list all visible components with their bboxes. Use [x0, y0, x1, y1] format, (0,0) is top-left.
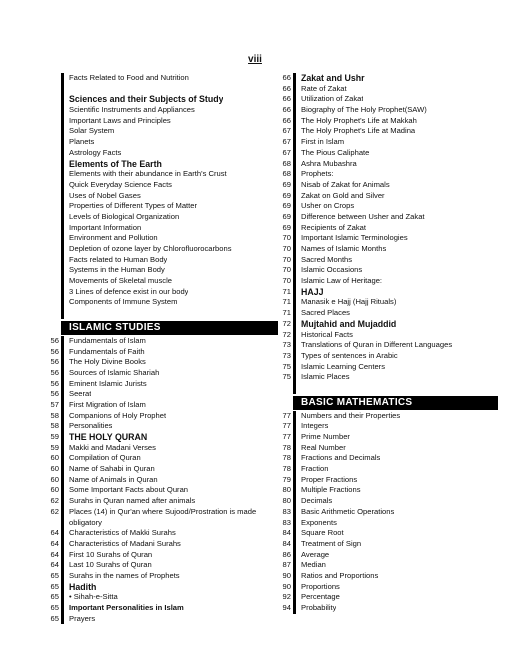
toc-entry-title: Elements with their abundance in Earth's Crust — [69, 169, 227, 179]
toc-page-number: 67 — [282, 126, 291, 136]
toc-page-number — [46, 255, 61, 266]
toc-page-number: 69 — [282, 201, 291, 211]
toc-page-number: 70 — [282, 265, 291, 275]
toc-entry — [46, 528, 278, 539]
toc-entry — [46, 347, 278, 358]
toc-page-number: 90 — [282, 581, 291, 591]
toc-page-number — [46, 180, 61, 191]
toc-entry-title: Levels of Biological Organization — [69, 211, 180, 221]
toc-page-number: 65 — [50, 581, 59, 591]
toc-page-number: 70 — [282, 233, 291, 243]
toc-entry — [46, 421, 278, 432]
toc-entry-title: Surahs in Quran named after animals — [69, 496, 196, 506]
toc-entry-title: HAJJ — [301, 286, 324, 297]
toc-spacer — [278, 383, 498, 394]
toc-entry-title: Difference between Usher and Zakat — [301, 211, 425, 221]
toc-section-header — [46, 321, 278, 335]
toc-entry — [46, 126, 278, 137]
toc-entry-title: Important Laws and Principles — [69, 115, 171, 125]
toc-page-number — [46, 276, 61, 287]
toc-page-number: 70 — [282, 276, 291, 286]
toc-entry — [278, 308, 498, 319]
toc-page-number: 84 — [282, 528, 291, 538]
toc-entry — [46, 137, 278, 148]
toc-entry — [46, 105, 278, 116]
toc-entry-title: Multiple Fractions — [301, 485, 361, 495]
toc-page-number: 56 — [50, 389, 59, 399]
toc-page-number — [46, 223, 61, 234]
toc-page-number: 78 — [282, 464, 291, 474]
toc-entry — [46, 159, 278, 170]
toc-entry-title: Nisab of Zakat for Animals — [301, 179, 390, 189]
toc-entry-title: Prophets: — [301, 169, 334, 179]
toc-entry-title: Fractions and Decimals — [301, 453, 381, 463]
toc-entry — [278, 84, 498, 95]
toc-entry — [278, 421, 498, 432]
toc-page-number: 66 — [282, 105, 291, 115]
toc-entry-title: Uses of Nobel Gases — [69, 190, 141, 200]
toc-page-number: 64 — [50, 528, 59, 538]
toc-page-number: 69 — [282, 179, 291, 189]
toc-entry-title: Prime Number — [301, 432, 350, 441]
toc-page-number: 60 — [50, 485, 59, 495]
toc-entry — [278, 550, 498, 561]
toc-entry — [46, 191, 278, 202]
toc-entry-title: Recipients of Zakat — [301, 222, 366, 232]
toc-page-number: 64 — [50, 560, 59, 570]
toc-entry — [46, 287, 278, 298]
toc-page-number: 73 — [282, 350, 291, 360]
toc-page-number: 79 — [282, 474, 291, 484]
toc-entry — [278, 528, 498, 539]
toc-page-number: 87 — [282, 560, 291, 570]
toc-page-number — [46, 94, 61, 105]
toc-left-column — [46, 73, 278, 624]
toc-entry — [278, 603, 498, 614]
toc-page-number: 65 — [50, 603, 59, 613]
toc-page-number: 60 — [50, 474, 59, 484]
toc-entry-title: Islamic Law of Heritage: — [301, 276, 383, 286]
toc-page-number — [46, 191, 61, 202]
toc-entry — [278, 116, 498, 127]
toc-entry — [278, 201, 498, 212]
toc-entry — [278, 94, 498, 105]
toc-entry — [46, 73, 278, 84]
toc-page-number: 56 — [50, 357, 59, 367]
toc-entry-title: Real Number — [301, 442, 346, 452]
toc-entry-title: Historical Facts — [301, 329, 353, 339]
toc-page-number: 80 — [282, 485, 291, 495]
toc-entry — [46, 496, 278, 507]
toc-page-number: 65 — [50, 570, 59, 580]
toc-page-number: 64 — [50, 549, 59, 559]
toc-entry — [278, 73, 498, 84]
toc-entry-title: Makki and Madani Verses — [69, 442, 156, 452]
toc-entry — [46, 357, 278, 368]
toc-page-number: 62 — [50, 496, 59, 506]
toc-entry — [278, 276, 498, 287]
toc-page-number — [46, 212, 61, 223]
toc-page-number: 83 — [282, 506, 291, 516]
toc-entry-title: Important Information — [69, 222, 142, 232]
toc-entry — [46, 485, 278, 496]
toc-entry — [278, 453, 498, 464]
toc-page-number: 65 — [50, 613, 59, 623]
toc-page-number: 59 — [50, 432, 59, 441]
toc-section-header — [278, 396, 498, 410]
toc-entry-title: Mujtahid and Mujaddid — [301, 318, 397, 329]
toc-entry-title: Islamic Places — [301, 372, 350, 382]
toc-page-number: 94 — [282, 603, 291, 612]
toc-entry — [278, 443, 498, 454]
toc-page-number: 70 — [282, 244, 291, 253]
toc-page-number: 66 — [282, 83, 291, 93]
toc-page-number: 56 — [50, 367, 59, 377]
toc-page-number: 77 — [282, 410, 291, 420]
toc-page-number: 56 — [50, 378, 59, 388]
toc-page-number — [46, 265, 61, 276]
toc-entry-title: Last 10 Surahs of Quran — [69, 560, 152, 570]
toc-entry — [46, 453, 278, 464]
toc-entry-title: Prayers — [69, 613, 96, 623]
toc-page-number: 67 — [282, 147, 291, 157]
toc-page-number: 71 — [282, 297, 291, 307]
toc-entry-title: Zakat and Ushr — [301, 73, 365, 83]
toc-entry — [46, 571, 278, 582]
toc-entry — [46, 297, 278, 308]
toc-entry-title: Zakat on Gold and Silver — [301, 190, 385, 200]
toc-page-number — [46, 148, 61, 159]
toc-entry — [46, 475, 278, 486]
toc-entry-title: Ratios and Proportions — [301, 570, 379, 580]
toc-entry-title: Ashra Mubashra — [301, 158, 357, 168]
toc-page-number: 68 — [282, 158, 291, 168]
toc-entry — [278, 362, 498, 373]
toc-page-number — [46, 137, 61, 148]
toc-spacer — [46, 84, 278, 95]
toc-page-number: 71 — [282, 286, 291, 296]
toc-page-number: 60 — [50, 453, 59, 463]
toc-entry-title: Important Personalities in Islam — [69, 603, 184, 613]
toc-entry — [278, 180, 498, 191]
toc-entry-title: Fundamentals of Faith — [69, 346, 145, 356]
toc-entry — [46, 116, 278, 127]
toc-entry — [278, 159, 498, 170]
toc-spacer — [46, 308, 278, 319]
toc-right-column — [278, 73, 498, 614]
toc-page-number — [46, 201, 61, 212]
toc-entry — [46, 223, 278, 234]
toc-entry-title: Manasik e Hajj (Hajj Rituals) — [301, 297, 397, 307]
toc-entry — [46, 233, 278, 244]
toc-entry-title: Scientific Instruments and Appliances — [69, 105, 195, 115]
toc-entry-title: Systems in the Human Body — [69, 265, 165, 275]
toc-page-number: 66 — [282, 73, 291, 82]
toc-entry-title: Surahs in the names of Prophets — [69, 570, 180, 580]
toc-entry — [46, 94, 278, 105]
toc-entry-title: Solar System — [69, 126, 115, 136]
toc-entry-title: Facts Related to Food and Nutrition — [69, 73, 189, 82]
toc-page-number: 90 — [282, 570, 291, 580]
toc-page-number: 59 — [50, 442, 59, 452]
toc-entry — [278, 244, 498, 255]
toc-entry — [278, 475, 498, 486]
toc-entry — [46, 507, 278, 528]
toc-entry — [278, 137, 498, 148]
toc-page-number: 67 — [282, 137, 291, 147]
toc-page-number: 69 — [282, 211, 291, 221]
toc-entry-title: Islamic Learning Centers — [301, 361, 385, 371]
toc-entry-title: Facts related to Human Body — [69, 254, 168, 264]
toc-page-number: 78 — [282, 442, 291, 452]
toc-entry-title: Companions of Holy Prophet — [69, 410, 167, 420]
toc-entry — [46, 379, 278, 390]
toc-entry-title: Important Islamic Terminologies — [301, 233, 408, 243]
toc-entry-title: Exponents — [301, 517, 337, 527]
toc-entry — [278, 191, 498, 202]
toc-entry-title: Proportions — [301, 581, 340, 591]
toc-entry-title: Integers — [301, 421, 329, 431]
toc-entry — [278, 148, 498, 159]
toc-entry — [278, 105, 498, 116]
toc-entry-title: Utilization of Zakat — [301, 94, 364, 104]
toc-entry — [278, 351, 498, 362]
toc-entry-title: Places (14) in Qur'an where Sujood/Prostration is made obligatory — [69, 506, 257, 527]
toc-entry — [46, 265, 278, 276]
toc-entry — [46, 336, 278, 347]
toc-entry — [278, 212, 498, 223]
toc-entry — [46, 411, 278, 422]
toc-page-number — [278, 396, 293, 410]
toc-entry-title: Median — [301, 560, 326, 570]
section-title: ISLAMIC STUDIES — [64, 321, 278, 335]
toc-page-number: 72 — [282, 329, 291, 339]
toc-entry-title: • Sihah-e-Sitta — [69, 592, 118, 602]
toc-entry — [278, 507, 498, 518]
toc-entry — [278, 464, 498, 475]
toc-page-number — [46, 233, 61, 244]
toc-page-number — [46, 169, 61, 180]
toc-entry — [46, 148, 278, 159]
toc-entry — [278, 287, 498, 298]
toc-entry — [46, 560, 278, 571]
toc-entry — [278, 411, 498, 422]
toc-entry-title: The Pious Caliphate — [301, 147, 370, 157]
toc-page-number: 68 — [282, 169, 291, 179]
toc-page-number: 73 — [282, 340, 291, 350]
toc-page-number: 66 — [282, 115, 291, 125]
toc-entry-title: Numbers and their Properties — [301, 410, 401, 420]
toc-page-number: 75 — [282, 361, 291, 371]
toc-entry — [46, 550, 278, 561]
toc-entry — [278, 518, 498, 529]
toc-page-number — [46, 287, 61, 298]
toc-entry — [278, 255, 498, 266]
toc-entry-title: Average — [301, 549, 330, 559]
toc-page-number: 83 — [282, 517, 291, 527]
toc-entry-title: Some Important Facts about Quran — [69, 485, 189, 495]
toc-entry-title: Decimals — [301, 496, 333, 506]
toc-entry-title: Probability — [301, 603, 337, 612]
toc-page-number: 64 — [50, 538, 59, 548]
toc-page-number: 57 — [50, 399, 59, 409]
toc-entry-title: Percentage — [301, 592, 340, 602]
toc-entry-title: Square Root — [301, 528, 344, 538]
toc-entry — [278, 233, 498, 244]
toc-entry-title: Proper Fractions — [301, 474, 358, 484]
toc-entry — [46, 276, 278, 287]
toc-entry — [278, 372, 498, 383]
toc-entry — [46, 592, 278, 603]
toc-page-number: 69 — [282, 222, 291, 232]
toc-entry — [46, 389, 278, 400]
toc-entry-title: Sciences and their Subjects of Study — [69, 94, 224, 105]
toc-entry-title: Types of sentences in Arabic — [301, 350, 398, 360]
toc-entry-title: First 10 Surahs of Quran — [69, 549, 153, 559]
toc-entry-title: Biography of The Holy Prophet(SAW) — [301, 105, 427, 115]
toc-entry-title: Sacred Months — [301, 254, 353, 264]
toc-page-number — [46, 116, 61, 127]
toc-entry-title: THE HOLY QURAN — [69, 432, 148, 442]
toc-page-number — [46, 321, 61, 335]
toc-entry — [46, 180, 278, 191]
toc-entry-title: Name of Animals in Quran — [69, 474, 158, 484]
toc-page-number: 69 — [282, 190, 291, 200]
toc-entry — [46, 169, 278, 180]
toc-entry — [46, 368, 278, 379]
toc-entry-title: Characteristics of Madani Surahs — [69, 538, 181, 548]
toc-page-number — [46, 297, 61, 308]
toc-entry — [278, 571, 498, 582]
toc-entry-title: Hadith — [69, 581, 97, 592]
toc-entry-title: Characteristics of Makki Surahs — [69, 528, 176, 538]
toc-page-number — [46, 126, 61, 137]
toc-entry — [278, 340, 498, 351]
toc-page-number: 71 — [282, 308, 291, 318]
toc-page-number — [46, 73, 61, 84]
toc-entry — [278, 560, 498, 571]
toc-entry — [46, 614, 278, 625]
toc-entry — [46, 255, 278, 266]
toc-page-number: 60 — [50, 464, 59, 474]
toc-entry-title: Rate of Zakat — [301, 83, 347, 93]
toc-entry — [46, 443, 278, 454]
toc-entry — [46, 244, 278, 255]
toc-entry — [46, 201, 278, 212]
toc-entry — [278, 223, 498, 234]
toc-entry — [278, 126, 498, 137]
toc-page-number: 65 — [50, 592, 59, 602]
toc-page-number: 58 — [50, 410, 59, 420]
toc-entry — [278, 297, 498, 308]
toc-entry — [278, 330, 498, 341]
toc-entry-title: The Holy Divine Books — [69, 357, 146, 367]
toc-page-number: 62 — [50, 506, 59, 516]
toc-entry-title: Names of Islamic Months — [301, 244, 387, 253]
toc-entry — [46, 464, 278, 475]
toc-entry-title: Seerat — [69, 389, 92, 399]
toc-entry-title: Personalities — [69, 421, 113, 431]
toc-entry — [278, 539, 498, 550]
toc-page-number — [46, 105, 61, 116]
toc-entry-title: First Migration of Islam — [69, 399, 146, 409]
toc-entry-title: Fraction — [301, 464, 329, 474]
toc-page-number — [46, 159, 61, 170]
toc-page-number: 75 — [282, 372, 291, 382]
page-number: viii — [248, 54, 262, 65]
toc-entry — [46, 432, 278, 443]
toc-entry-title: Basic Arithmetic Operations — [301, 506, 395, 516]
toc-page-number: 77 — [282, 432, 291, 441]
toc-entry-title: Islamic Occasions — [301, 265, 363, 275]
toc-entry-title: Fundamentals of Islam — [69, 335, 146, 345]
toc-page-number: 77 — [282, 421, 291, 431]
toc-entry-title: Treatment of Sign — [301, 538, 362, 548]
toc-entry-title: Name of Sahabi in Quran — [69, 464, 155, 474]
toc-entry — [46, 539, 278, 550]
toc-entry-title: The Holy Prophet's Life at Makkah — [301, 115, 417, 125]
toc-entry-title: First in Islam — [301, 137, 345, 147]
toc-entry — [278, 592, 498, 603]
toc-entry-title: Translations of Quran in Different Languages — [301, 340, 453, 350]
toc-entry-title: Sacred Places — [301, 308, 350, 318]
toc-entry-title: Planets — [69, 137, 95, 147]
toc-page-number — [46, 244, 61, 255]
toc-entry — [46, 400, 278, 411]
toc-entry — [278, 319, 498, 330]
toc-entry — [278, 485, 498, 496]
toc-entry-title: Eminent Islamic Jurists — [69, 378, 147, 388]
toc-page-number: 70 — [282, 254, 291, 264]
toc-entry-title: The Holy Prophet's Life at Madina — [301, 126, 416, 136]
toc-entry — [46, 603, 278, 614]
section-title: BASIC MATHEMATICS — [296, 396, 498, 410]
toc-entry — [278, 496, 498, 507]
toc-page-number: 86 — [282, 549, 291, 559]
toc-entry-title: 3 Lines of defence exist in our body — [69, 286, 189, 296]
toc-page-number: 58 — [50, 421, 59, 431]
toc-page-number: 56 — [50, 335, 59, 345]
toc-page-number: 78 — [282, 453, 291, 463]
toc-page-number: 84 — [282, 538, 291, 548]
toc-page-number: 56 — [50, 346, 59, 356]
toc-entry-title: Elements of The Earth — [69, 158, 162, 169]
toc-entry-title: Usher on Crops — [301, 201, 355, 211]
toc-entry-title: Environment and Pollution — [69, 233, 158, 243]
toc-entry — [46, 212, 278, 223]
toc-entry-title: Sources of Islamic Shariah — [69, 367, 160, 377]
toc-entry-title: Components of Immune System — [69, 297, 178, 307]
toc-entry-title: Quick Everyday Science Facts — [69, 179, 172, 189]
toc-page-number: 92 — [282, 592, 291, 602]
toc-entry-title: Properties of Different Types of Matter — [69, 201, 198, 211]
toc-entry-title: Depletion of ozone layer by Chlorofluorocarbons — [69, 244, 232, 253]
toc-entry — [278, 582, 498, 593]
toc-entry-title: Astrology Facts — [69, 147, 122, 157]
toc-page-number: 72 — [282, 318, 291, 328]
toc-entry-title: Movements of Skeletal muscle — [69, 276, 172, 286]
toc-entry — [278, 432, 498, 443]
toc-entry-title: Compilation of Quran — [69, 453, 141, 463]
toc-page-number: 66 — [282, 94, 291, 104]
toc-page-number: 80 — [282, 496, 291, 506]
toc-entry — [278, 169, 498, 180]
toc-entry — [278, 265, 498, 276]
toc-entry — [46, 582, 278, 593]
